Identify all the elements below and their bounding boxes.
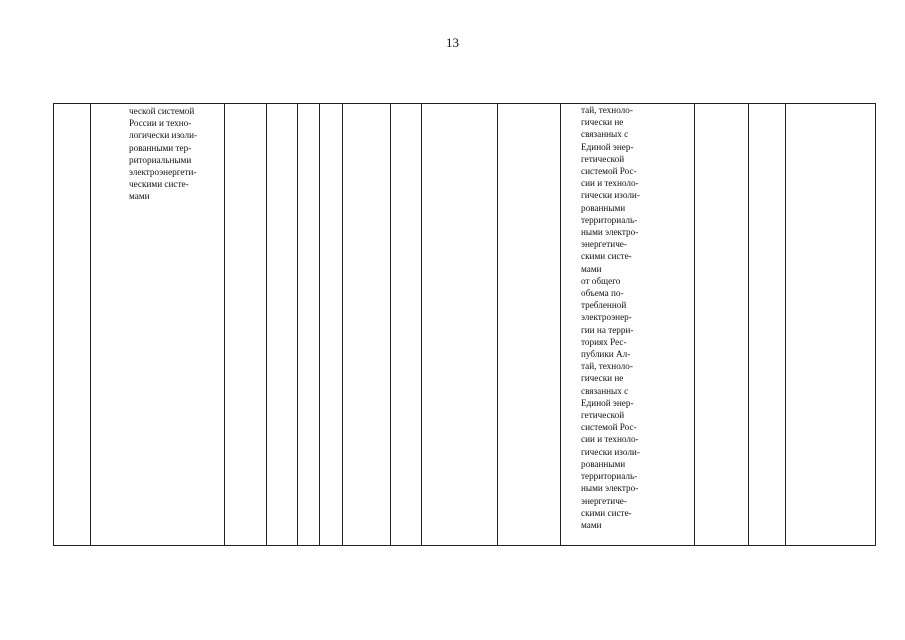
table-cell-4	[267, 104, 298, 546]
page-number: 13	[446, 35, 459, 50]
table-cell-5	[298, 104, 320, 546]
indicator-table	[53, 103, 876, 546]
table-cell-1	[54, 104, 91, 546]
table-cell-6	[320, 104, 343, 546]
table-cell-9	[422, 104, 498, 546]
cell-text-indicator-name: ческой системой России и техно- логически изоли- рованными тер- риториальными электроэнергети- ческими систе- мами	[129, 106, 198, 202]
table-cell-12	[695, 104, 749, 546]
table-cell-8	[391, 104, 422, 546]
table-cell-14	[786, 104, 876, 546]
table-cell-11	[561, 104, 695, 546]
table-cell-13	[749, 104, 786, 546]
cell-text-calculation-method: тай, техноло- гически не связанных с Единой энер- гетической системой Рос- сии и техноло- гически изоли- рованными территориаль- ными электро- энергетиче- скими систе- мами от общего объема по- требленной электроэнер- гии на терри- ториях Рес- публики Ал- тай, техноло- гически не связанных с Единой энер- гетической системой Рос- сии и техноло- гически изоли- рованными территориаль- ными электро- энергетиче- скими систе- мами	[581, 105, 640, 530]
table-cell-3	[225, 104, 267, 546]
table-cell-7	[343, 104, 391, 546]
table-row	[54, 104, 876, 546]
table-cell-2	[91, 104, 225, 546]
table-cell-10	[498, 104, 561, 546]
